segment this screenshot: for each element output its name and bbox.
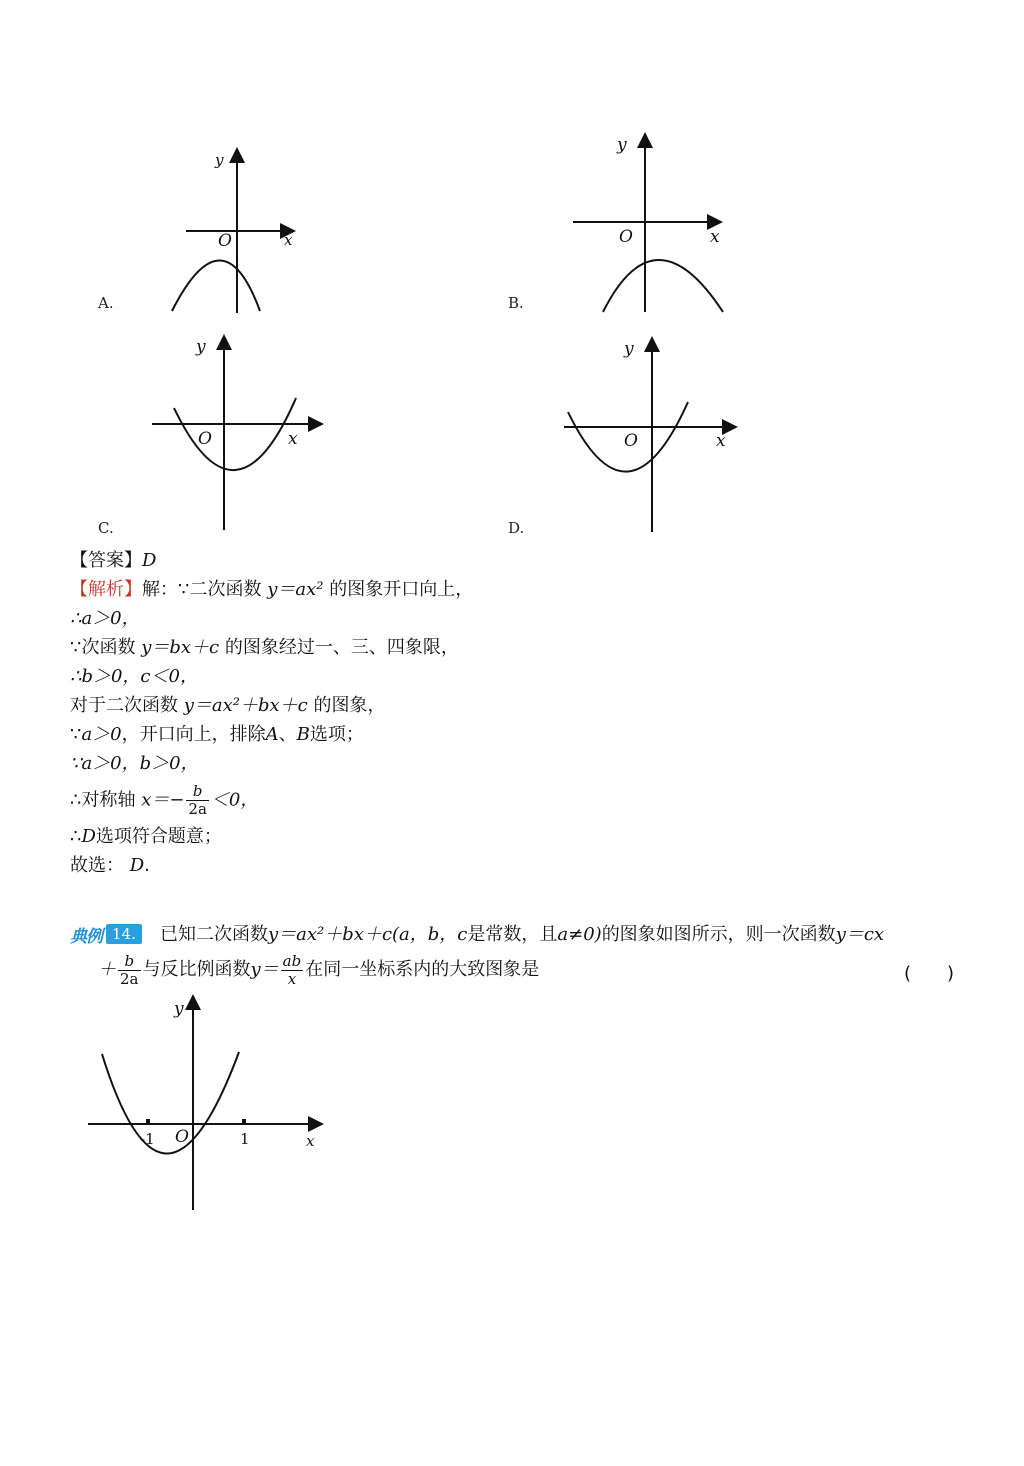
fraction-numerator: ab <box>282 951 302 970</box>
y-label: y <box>617 135 627 155</box>
option-d-svg <box>560 334 740 534</box>
x-label: x <box>710 227 720 247</box>
analysis-text: 的图象经过一、三、四象限， <box>224 637 459 658</box>
answer-value: D <box>142 550 157 571</box>
analysis-text: 对于二次函数 <box>70 695 178 716</box>
option-c-svg <box>148 332 328 532</box>
math-expr: x＝− <box>141 789 185 811</box>
math-expr: y＝bx＋c <box>141 637 220 658</box>
example-word: 典例 <box>70 926 102 947</box>
analysis-line-2 <box>70 608 140 630</box>
answer-line <box>70 550 156 572</box>
math-expr: y＝ax² <box>267 579 324 600</box>
origin-label: O <box>218 231 232 251</box>
math-expr: ＜0， <box>210 789 259 811</box>
parabola-curve <box>172 261 260 312</box>
option-b-graph <box>565 130 735 315</box>
analysis-text: . <box>144 855 150 876</box>
option-a-graph <box>160 145 300 315</box>
option-b-label: B. <box>508 294 524 312</box>
fraction-denominator: x <box>287 969 297 988</box>
origin-label: O <box>619 227 633 247</box>
analysis-text: 故选： <box>70 855 124 876</box>
question-text: 与反比例函数 <box>142 959 251 980</box>
tick-pos-1 <box>242 1119 246 1123</box>
math-expr: a＞0 <box>81 724 122 745</box>
answer-blank: ( ) <box>903 963 954 984</box>
math-expr: a≠0) <box>557 924 602 945</box>
analysis-text: 选项； <box>309 724 364 745</box>
math-expr: ∵a＞0，b＞0， <box>70 753 199 774</box>
fraction-numerator: b <box>118 953 141 971</box>
example-number: 14. <box>106 924 142 944</box>
analysis-line-10 <box>70 855 150 877</box>
x-label: x <box>716 431 726 451</box>
tick-label-neg-1: -1 <box>140 1130 155 1148</box>
origin-label: O <box>624 431 638 451</box>
question-text: 在同一坐标系内的大致图象是 <box>305 959 540 980</box>
fraction-denominator: 2a <box>120 969 139 988</box>
math-expr: y＝ <box>250 959 279 980</box>
question-line-2 <box>98 952 539 988</box>
option-d-label: D. <box>508 519 525 537</box>
y-label: y <box>624 339 634 359</box>
example-graph <box>84 994 324 1214</box>
y-label: y <box>215 151 224 169</box>
math-expr: y＝ax²＋bx＋c <box>183 695 308 716</box>
x-label: x <box>284 231 293 249</box>
analysis-line-3 <box>70 637 459 659</box>
math-expr: D <box>129 855 145 876</box>
fraction-ab-over-x <box>281 953 304 988</box>
option-a-label: A. <box>98 294 114 312</box>
analysis-text: ，开口向上，排除 <box>121 724 266 745</box>
origin-label: O <box>175 1127 189 1147</box>
y-label: y <box>174 999 184 1019</box>
option-c-label: C. <box>98 519 114 537</box>
math-expr: y＝ax²＋bx＋c(a，b，c <box>268 924 468 945</box>
question-text: 已知二次函数 <box>160 924 268 945</box>
math-expr: ∴a＞0， <box>70 608 140 629</box>
math-expr: ∴b＞0，c＜0， <box>70 666 198 687</box>
analysis-text: ∵ <box>70 724 82 745</box>
y-label: y <box>196 337 206 357</box>
example-badge <box>70 922 142 946</box>
parabola-curve <box>174 398 296 470</box>
analysis-line-4 <box>70 666 198 688</box>
parabola-curve <box>603 260 723 312</box>
answer-tag: 【答案】 <box>70 550 142 571</box>
option-c-graph <box>148 332 328 532</box>
tick-label-pos-1: 1 <box>240 1130 250 1148</box>
analysis-text: ∴对称轴 <box>70 789 136 811</box>
math-expr: y＝cx <box>835 924 885 945</box>
analysis-line-6 <box>70 724 364 746</box>
analysis-text: 、 <box>278 724 297 745</box>
analysis-text: 的图象开口向上， <box>329 579 474 600</box>
math-expr: ＋ <box>98 959 116 980</box>
analysis-tag: 【解析】 <box>70 579 142 600</box>
option-b-svg <box>565 130 735 315</box>
math-expr: A <box>265 724 279 745</box>
origin-label: O <box>198 429 212 449</box>
fraction-numerator: b <box>186 783 209 801</box>
parabola-curve <box>102 1052 239 1154</box>
analysis-line-9 <box>70 826 222 848</box>
analysis-line-7 <box>70 753 199 775</box>
option-a-svg <box>160 145 300 315</box>
option-d-graph <box>560 334 740 534</box>
analysis-line-1 <box>70 579 473 601</box>
fraction-b-over-2a <box>186 783 209 818</box>
analysis-text: ∴ <box>70 826 82 847</box>
fraction-denominator: 2a <box>188 800 207 818</box>
x-label: x <box>306 1132 315 1150</box>
tick-neg-1 <box>146 1119 150 1123</box>
analysis-text: ∵次函数 <box>70 637 136 658</box>
analysis-line-8 <box>70 783 258 818</box>
analysis-line-5 <box>70 695 386 717</box>
question-text: 是常数，且 <box>467 924 558 945</box>
question-line-1 <box>160 924 884 946</box>
math-expr: B <box>296 724 310 745</box>
analysis-text: 解：∵二次函数 <box>142 579 262 600</box>
fraction-b-over-2a <box>118 953 141 988</box>
question-text: 的图象如图所示，则一次函数 <box>601 924 836 945</box>
analysis-text: 的图象， <box>313 695 386 716</box>
example-svg <box>84 994 324 1214</box>
analysis-text: 选项符合题意； <box>95 826 222 847</box>
x-label: x <box>288 429 298 449</box>
math-expr: D <box>81 826 96 847</box>
